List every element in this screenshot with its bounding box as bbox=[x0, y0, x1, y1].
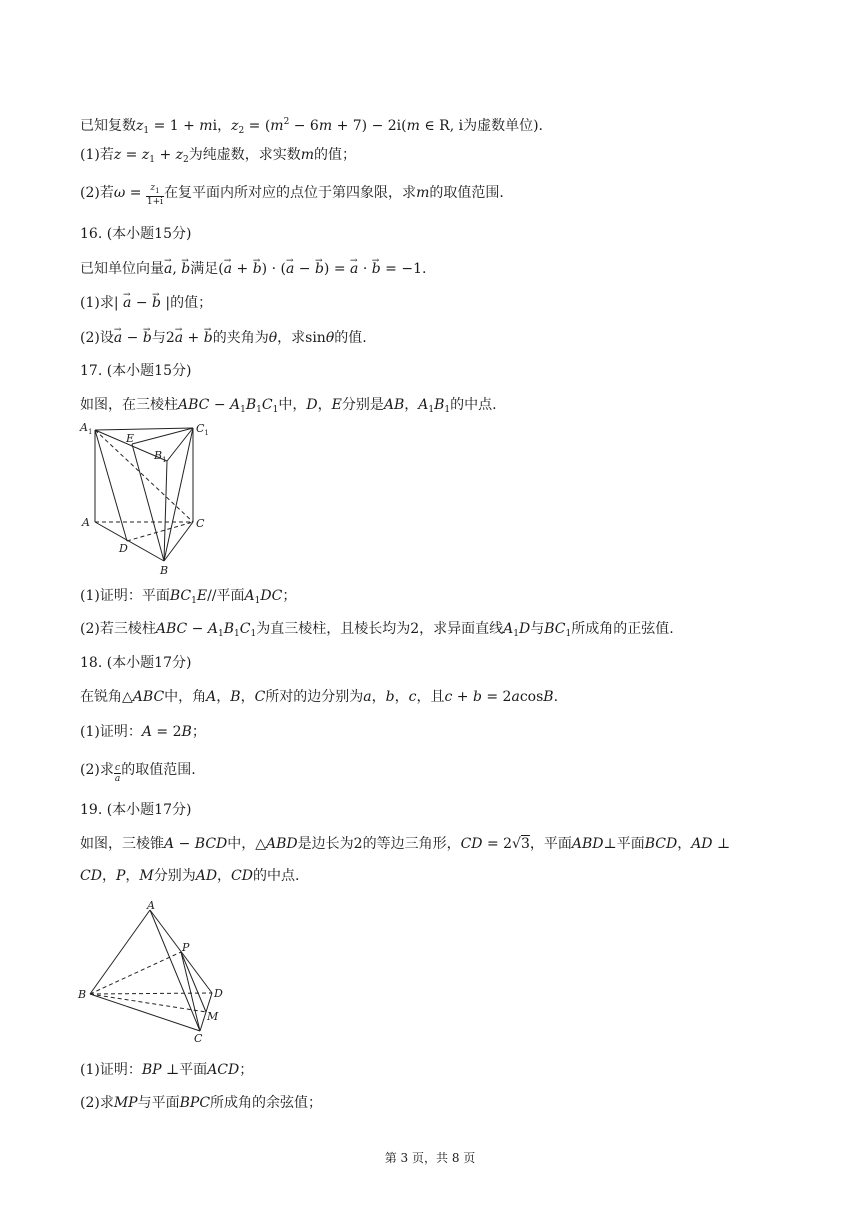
q17-part1: (1)证明：平面$BC_1E//$平面$A_1DC$； bbox=[80, 588, 297, 606]
q15-part1: (1)若$z = z_1 + z_2$为纯虚数，求实数m的值； bbox=[80, 147, 357, 165]
q18-part1: (1)证明：A = 2B； bbox=[80, 724, 206, 740]
q19-stem-line1: 如图，三棱锥A − BCD中，△ABD是边长为2的等边三角形，CD = 2√3，平面ABD⊥平面BCD，AD ⊥ bbox=[80, 836, 731, 852]
q16-part1: (1)求| → a − → b |的值； bbox=[80, 294, 212, 312]
q17-stem: 如图，在三棱柱ABC − $A_1B_1C_1$中，D，E分别是AB，$A_1B_1$的中点. bbox=[80, 397, 497, 415]
q15-part2: (2)若ω = $\frac{z_1}{1+i}$ 在复平面内所对应的点位于第四象限，求m的取值范围. bbox=[80, 183, 504, 207]
label-B: B bbox=[78, 988, 87, 1001]
prism-figure bbox=[76, 416, 216, 578]
q18-part2: (2)求 $\frac{c}{a}$ 的取值范围. bbox=[80, 762, 196, 784]
label-B1: $B_1$ bbox=[154, 449, 167, 464]
q15-stem: 已知复数$z_1 = 1$ + mi，$z_2 = (m^2 - 6m + 7) - 2i(m$ ∈ R, i为虚数单位). bbox=[80, 117, 543, 136]
q19-header: 19. (本小题17分) bbox=[80, 802, 192, 818]
q19-stem-line2: CD，P，M分别为AD，CD的中点. bbox=[80, 868, 300, 884]
label-D: D bbox=[119, 542, 128, 555]
label-A1: $A_1$ bbox=[80, 421, 93, 436]
page-footer: 第 3 页，共 8 页 bbox=[384, 1151, 476, 1165]
q16-stem: 已知单位向量→ a, → b满足(→ a + → b) · (→ a − → b) = → a · → b = −1. bbox=[80, 260, 426, 278]
q17-part2: (2)若三棱柱ABC − $A_1B_1C_1$为直三棱柱，且棱长均为2，求异面直线$A_1D$与$BC_1$所成角的正弦值. bbox=[80, 621, 674, 639]
q19-part1: (1)证明：BP ⊥平面ACD； bbox=[80, 1062, 254, 1078]
q19-part2: (2)求MP与平面BPC所成角的余弦值； bbox=[80, 1095, 323, 1111]
q18-stem: 在锐角△ABC中，角A，B，C所对的边分别为a，b，c，且c + b = 2acosB. bbox=[80, 689, 559, 705]
label-E: E bbox=[126, 432, 135, 445]
label-C: C bbox=[194, 1032, 203, 1045]
q16-header: 16. (本小题15分) bbox=[80, 226, 192, 242]
label-D: D bbox=[214, 987, 223, 1000]
tetrahedron-figure bbox=[74, 896, 234, 1046]
label-P: P bbox=[182, 941, 190, 954]
label-C: C bbox=[196, 517, 205, 530]
q18-header: 18. (本小题17分) bbox=[80, 655, 192, 671]
label-C1: $C_1$ bbox=[196, 422, 209, 437]
label-A: A bbox=[147, 899, 155, 912]
label-B: B bbox=[160, 564, 169, 577]
label-A: A bbox=[82, 516, 90, 529]
label-M: M bbox=[207, 1010, 219, 1023]
q17-header: 17. (本小题15分) bbox=[80, 363, 192, 379]
q16-part2: (2)设→ a − → b与2→ a + → b的夹角为θ，求sinθ的值. bbox=[80, 329, 367, 347]
